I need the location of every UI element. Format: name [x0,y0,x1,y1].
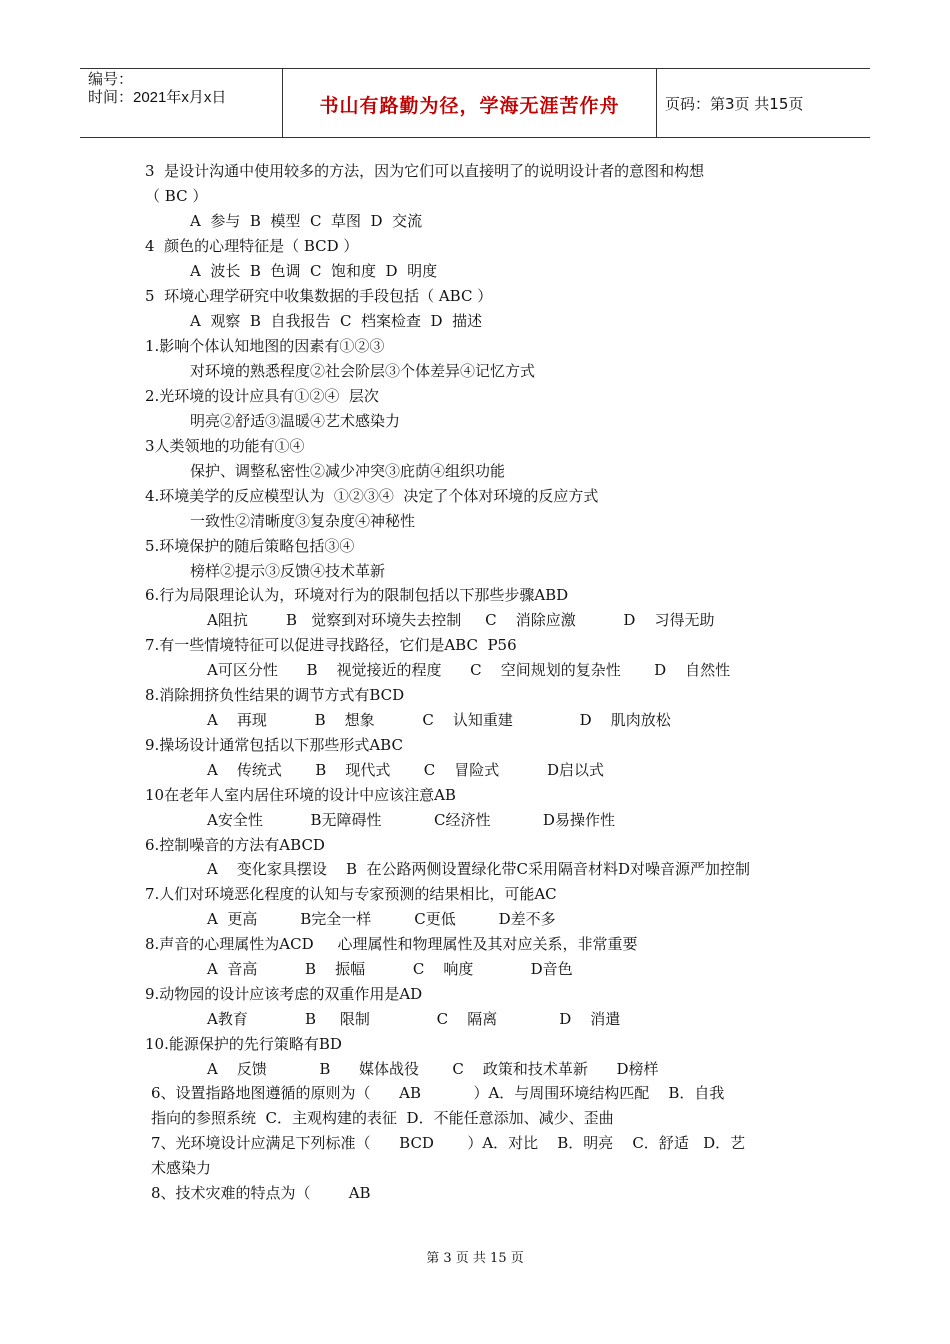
text-line: A阻抗 B 觉察到对环境失去控制 C 消除应激 D 习得无助 [207,611,715,629]
text-line: 3人类领地的功能有①④ [145,437,305,455]
text-line: 8.声音的心理属性为ACD 心理属性和物理属性及其对应关系，非常重要 [145,935,638,953]
text-line: A 观察 B 自我报告 C 档案检查 D 描述 [190,312,483,330]
text-line: 明亮②舒适③温暖④艺术感染力 [190,412,401,430]
text-line: 7.有一些情境特征可以促进寻找路径，它们是ABC P56 [145,636,517,654]
text-line: 6、设置指路地图遵循的原则为（ AB ）A．与周围环境结构匹配 B．自我 [151,1084,725,1102]
page-code: 页码：第3页 共15页 [665,95,804,113]
text-line: 3 是设计沟通中使用较多的方法，因为它们可以直接明了的说明设计者的意图和构想 [145,162,705,180]
text-line: A 参与 B 模型 C 草图 D 交流 [190,212,423,230]
text-line: 5.环境保护的随后策略包括③④ [145,537,355,555]
text-line: 2.光环境的设计应具有①②④ 层次 [145,387,379,405]
text-line: 保护、调整私密性②减少冲突③庇荫④组织功能 [190,462,506,480]
text-line: 一致性②清晰度③复杂度④神秘性 [190,512,416,530]
text-line: 指向的参照系统 C．主观构建的表征 D．不能任意添加、减少、歪曲 [151,1109,614,1127]
text-line: A 更高 B完全一样 C更低 D差不多 [207,910,556,928]
text-line: 术感染力 [151,1159,212,1177]
text-line: A 再现 B 想象 C 认知重建 D 肌肉放松 [207,711,671,729]
text-line: 6.行为局限理论认为，环境对行为的限制包括以下那些步骤ABD [145,586,569,604]
text-line: 8.消除拥挤负性结果的调节方式有BCD [145,686,405,704]
page-footer: 第 3 页 共 15 页 [426,1251,524,1266]
text-line: A教育 B 限制 C 隔离 D 消遣 [207,1010,621,1028]
text-line: A 波长 B 色调 C 饱和度 D 明度 [190,262,438,280]
text-line: 8、技术灾难的特点为（ AB [151,1184,371,1202]
text-line: （ BC ） [145,187,208,205]
date-label: 时间：2021年x月x日 [88,89,227,106]
text-line: 10在老年人室内居住环境的设计中应该注意AB [145,786,456,804]
text-line: 5 环境心理学研究中收集数据的手段包括（ ABC ） [145,287,493,305]
text-line: 7.人们对环境恶化程度的认知与专家预测的结果相比，可能AC [145,885,557,903]
text-line: 6.控制噪音的方法有ABCD [145,836,325,854]
text-line: 1.影响个体认知地图的因素有①②③ [145,337,385,355]
page-header [80,68,870,138]
header-page-cell [657,69,870,137]
text-line: 榜样②提示③反馈④技术革新 [190,562,386,580]
text-line: A可区分性 B 视觉接近的程度 C 空间规划的复杂性 D 自然性 [207,661,731,679]
text-line: 10.能源保护的先行策略有BD [145,1035,342,1053]
text-line: A 传统式 B 现代式 C 冒险式 D启以式 [207,761,605,779]
text-line: 7、光环境设计应满足下列标准（ BCD ）A．对比 B．明亮 C．舒适 D．艺 [151,1134,746,1152]
text-line: 9.操场设计通常包括以下那些形式ABC [145,736,403,754]
text-line: A 音高 B 振幅 C 响度 D音色 [207,960,573,978]
header-motto-cell [283,69,657,137]
text-line: 对环境的熟悉程度②社会阶层③个体差异④记忆方式 [190,362,536,380]
text-line: 4 颜色的心理特征是（ BCD ） [145,237,359,255]
header-meta [80,69,283,137]
text-line: A 反馈 B 媒体战役 C 政策和技术革新 D榜样 [207,1060,659,1078]
text-line: 9.动物园的设计应该考虑的双重作用是AD [145,985,423,1003]
text-line: 4.环境美学的反应模型认为 ①②③④ 决定了个体对环境的反应方式 [145,487,599,505]
text-line: A 变化家具摆设 B 在公路两侧设置绿化带C采用隔音材料D对噪音源严加控制 [207,860,751,878]
motto: 书山有路勤为径，学海无涯苦作舟 [319,95,620,117]
text-line: A安全性 B无障碍性 C经济性 D易操作性 [207,811,615,829]
code-label: 编号： [88,71,134,88]
